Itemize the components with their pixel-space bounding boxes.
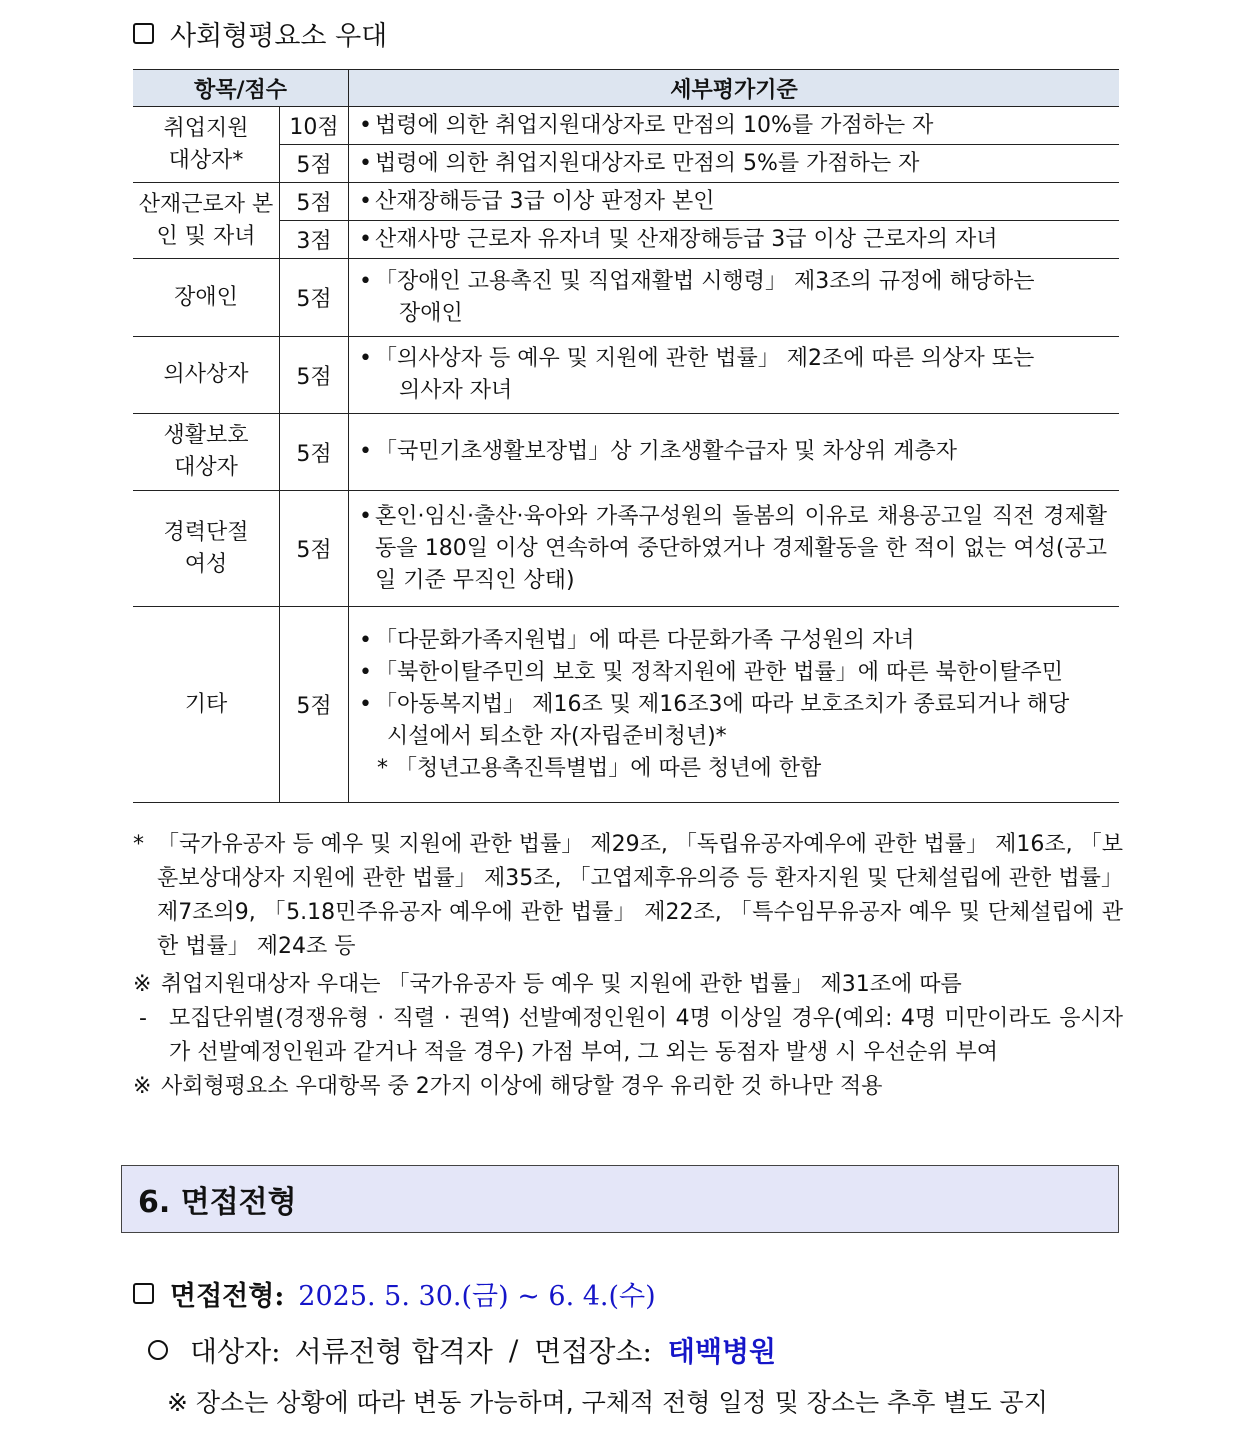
circle-bullet-icon bbox=[148, 1340, 168, 1360]
category-cell: 의사상자 bbox=[133, 337, 280, 414]
dash-note: - 모집단위별(경쟁유형 · 직렬 · 권역) 선발예정인원이 4명 이상일 경우(예외: 4명 미만이라도 응시자가 선발예정인원과 같거나 적을 경우) 가점 부여, 그 외는 동점자 발생 시 우선순위 부여 bbox=[139, 1006, 1123, 1065]
table-row bbox=[133, 607, 1119, 803]
criteria-cell: • 산재사망 근로자 유자녀 및 산재장해등급 3급 이상 근로자의 자녀 bbox=[349, 221, 1120, 259]
footnote-star: * 「국가유공자 등 예우 및 지원에 관한 법률」 제29조, 「독립유공자예우에 관한 법률」 제16조, 「보훈보상대상자 지원에 관한 법률」 제35조, 「고엽제후유의증 등 환자지원 및 단체설립에 관한 법률」 제7조의9, 「5.18민주유공자 예우에 관한 법률」 제22조, 「특수임무유공자 예우 및 단체설립에 관한 법률」 제24조 등 bbox=[133, 832, 1123, 959]
score-cell: 5점 bbox=[280, 145, 349, 183]
criteria-table bbox=[133, 69, 1119, 803]
criteria-cell: • 「국민기초생활보장법」상 기초생활수급자 및 차상위 계층자 bbox=[349, 414, 1120, 491]
separator: / bbox=[508, 1333, 519, 1367]
criteria-cell: • 「의사상자 등 예우 및 지원에 관한 법률」 제2조에 따른 의상자 또는 의사자 자녀 bbox=[349, 337, 1120, 414]
checkbox-square-icon bbox=[133, 23, 154, 44]
category-cell: 장애인 bbox=[133, 259, 280, 337]
category-cell: 기타 bbox=[133, 607, 280, 803]
criteria-cell: • 「다문화가족지원법」에 따른 다문화가족 구성원의 자녀 • 「북한이탈주민의 보호 및 정착지원에 관한 법률」에 따른 북한이탈주민 • 「아동복지법」 제16조 및 제16조3에 따라 보호조치가 종료되거나 해당 시설에서 퇴소한 자(자립준비청년)* * 「청년고용촉진특별법」에 따른 청년에 한함 bbox=[349, 607, 1120, 803]
social-equity-heading bbox=[133, 14, 387, 53]
table-row bbox=[133, 491, 1119, 607]
place-value: 태백병원 bbox=[667, 1335, 777, 1368]
criteria-cell: • 혼인·임신·출산·육아와 가족구성원의 돌봄의 이유로 채용공고일 직전 경제활동을 180일 이상 연속하여 중단하였거나 경제활동을 한 적이 없는 여성(공고일 기준 무직인 상태) bbox=[349, 491, 1120, 607]
table-row bbox=[133, 221, 1119, 259]
checkbox-square-icon bbox=[133, 1283, 154, 1304]
category-cell: 생활보호 대상자 bbox=[133, 414, 280, 491]
section-6-bar bbox=[121, 1165, 1119, 1233]
notes-block bbox=[133, 828, 1123, 1104]
table-row bbox=[133, 183, 1119, 221]
interview-note: ※ 장소는 상황에 따라 변동 가능하며, 구체적 전형 일정 및 장소는 추후 별도 공지 bbox=[167, 1388, 1048, 1417]
score-cell: 5점 bbox=[280, 414, 349, 491]
table-header-row bbox=[133, 70, 1119, 107]
target-label: 대상자: bbox=[190, 1335, 281, 1368]
reference-note: ※ 취업지원대상자 우대는 「국가유공자 등 예우 및 지원에 관한 법률」 제31조에 따름 bbox=[133, 972, 962, 997]
header-item-score: 항목/점수 bbox=[133, 70, 349, 107]
interview-heading bbox=[133, 1274, 656, 1313]
table-row bbox=[133, 259, 1119, 337]
criteria-cell: • 법령에 의한 취업지원대상자로 만점의 10%를 가점하는 자 bbox=[349, 107, 1120, 145]
interview-target-line bbox=[148, 1330, 776, 1370]
table-row bbox=[133, 107, 1119, 145]
table-row bbox=[133, 145, 1119, 183]
table-row bbox=[133, 337, 1119, 414]
place-label: 면접장소: bbox=[534, 1335, 652, 1368]
section-6-title: 6. 면접전형 bbox=[138, 1185, 297, 1220]
score-cell: 5점 bbox=[280, 337, 349, 414]
section-title: 사회형평요소 우대 bbox=[170, 21, 388, 52]
target-value: 서류전형 합격자 bbox=[294, 1335, 493, 1368]
table-row bbox=[133, 414, 1119, 491]
score-cell: 5점 bbox=[280, 259, 349, 337]
category-cell: 산재근로자 본인 및 자녀 bbox=[133, 183, 280, 259]
score-cell: 10점 bbox=[280, 107, 349, 145]
header-criteria: 세부평가기준 bbox=[349, 70, 1120, 107]
criteria-cell: • 「장애인 고용촉진 및 직업재활법 시행령」 제3조의 규정에 해당하는 장애인 bbox=[349, 259, 1120, 337]
interview-date: 2025. 5. 30.(금) ~ 6. 4.(수) bbox=[298, 1281, 656, 1312]
category-cell: 취업지원 대상자* bbox=[133, 107, 280, 183]
score-cell: 5점 bbox=[280, 183, 349, 221]
criteria-cell: • 법령에 의한 취업지원대상자로 만점의 5%를 가점하는 자 bbox=[349, 145, 1120, 183]
reference-note: ※ 사회형평요소 우대항목 중 2가지 이상에 해당할 경우 유리한 것 하나만 적용 bbox=[133, 1074, 883, 1099]
category-cell: 경력단절 여성 bbox=[133, 491, 280, 607]
score-cell: 5점 bbox=[280, 607, 349, 803]
criteria-cell: • 산재장해등급 3급 이상 판정자 본인 bbox=[349, 183, 1120, 221]
score-cell: 5점 bbox=[280, 491, 349, 607]
score-cell: 3점 bbox=[280, 221, 349, 259]
interview-label: 면접전형: bbox=[170, 1281, 285, 1312]
